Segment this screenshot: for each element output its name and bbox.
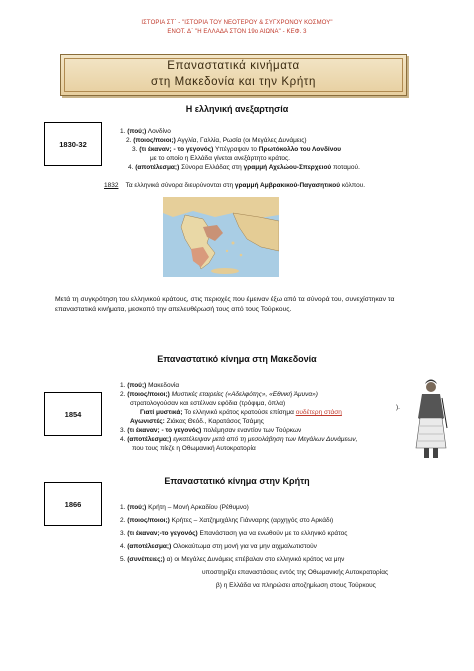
list-item: [126, 137, 307, 145]
year-box: 1866: [44, 482, 102, 526]
item-strong: Πρωτόκολλο του Λονδίνου: [258, 146, 342, 153]
item-text: Το ελληνικό κράτος κρατούσε επίσημα: [182, 409, 296, 416]
note-strong: γραμμή Αμβρακικού-Παγασητικού: [234, 182, 341, 189]
banner-title-line1: Επαναστατικά κινήματα: [167, 60, 300, 72]
header-unit-line: ΕΝΟΤ. Δ΄ "Η ΕΛΛΑΔΑ ΣΤΟΝ 19ο ΑΙΩΝΑ" - ΚΕΦ. 3: [167, 29, 307, 35]
item-text: Σύνορα Ελλάδας στη: [179, 164, 244, 171]
item-number: 4.: [120, 436, 126, 443]
list-item: [120, 436, 357, 444]
item-label: (τι έκαναν;-το γεγονός): [127, 530, 198, 537]
section-macedonia-title: Επαναστατικό κίνημα στη Μακεδονία: [157, 354, 317, 364]
item-label: (αποτέλεσμα;): [127, 543, 172, 550]
list-item: [120, 504, 249, 512]
item-label: (ποιος/ποιοι;): [133, 137, 176, 144]
header-course-line: ΙΣΤΟΡΙΑ ΣΤ΄ - "ΙΣΤΟΡΙΑ ΤΟΥ ΝΕΟΤΕΡΟΥ & ΣΥΓΧΡΟΝΟΥ ΚΟΣΜΟΥ": [141, 20, 333, 26]
item-number: 1.: [120, 504, 126, 511]
closing-paren: ).: [396, 404, 400, 411]
list-item: [132, 146, 341, 154]
note-year: 1832: [104, 182, 119, 189]
list-item: [120, 517, 333, 525]
item-text: α) οι Μεγάλες Δυνάμεις επέβαλαν στο ελληνικό κράτος να μην: [164, 556, 345, 563]
item-text: Ολοκαύτωμα στη μονή για να μην αιχμαλωτιστούν: [171, 543, 317, 550]
list-item: [130, 400, 285, 408]
note-text: Τα ελληνικά σύνορα διευρύνονται στη: [125, 182, 235, 189]
year-box: 1854: [44, 392, 102, 436]
list-item: [120, 427, 301, 435]
item-number: 4.: [120, 543, 126, 550]
section-independence-title: Η ελληνική ανεξαρτησία: [185, 104, 289, 114]
list-item: [120, 382, 179, 390]
item-label: (τι έκαναν; - το γεγονός): [139, 146, 214, 153]
item-label: Αγωνιστές:: [130, 418, 165, 425]
item-number: 3.: [120, 530, 126, 537]
item-underlined: ουδέτερη στάση: [295, 409, 342, 416]
item-text: Κρήτη – Μονή Αρκαδίου (Ρέθυμνο): [146, 504, 249, 511]
list-item: [140, 409, 342, 417]
item-text: πολέμησαν εναντίον των Τούρκων: [201, 427, 302, 434]
item-number: 1.: [120, 382, 126, 389]
item-label: (πού;): [127, 504, 147, 511]
list-item: [132, 445, 256, 453]
fighter-portrait-image: [414, 378, 448, 460]
list-item-continuation: υποστηρίζει επαναστάσεις εντός της Οθωμανικής Αυτοκρατορίας: [202, 569, 389, 576]
item-text: εγκατέλειψαν μετά από τη μεσολάβηση των Μεγάλων Δυνάμεων,: [171, 436, 358, 443]
item-number: 3.: [132, 146, 138, 153]
item-text: Μυστικές εταιρείες («Αδελφότης», «Εθνική Άμυνα»): [169, 391, 318, 398]
item-label: (συνέπειες;): [127, 556, 165, 563]
item-text: Ζιάκας Θεόδ., Καρατάσος Τσάμης: [164, 418, 264, 425]
title-banner: [60, 54, 407, 96]
item-number: 5.: [120, 556, 126, 563]
item-number: 3.: [120, 427, 126, 434]
list-item: [150, 155, 290, 163]
item-label: (ποιος/ποιοι;): [127, 517, 170, 524]
item-label: (ποιος/ποιοι;): [127, 391, 170, 398]
item-text: Λονδίνο: [146, 128, 171, 135]
greece-map-image: [163, 197, 279, 277]
item-text: Επανάσταση για να ενωθούν με το ελληνικό κράτος: [197, 530, 348, 537]
list-item: [120, 530, 347, 538]
list-item-continuation: β) η Ελλάδα να πληρώσει αποζημίωση στους Τούρκους: [216, 582, 376, 589]
year-box: 1830-32: [44, 122, 102, 166]
list-item: [120, 391, 318, 399]
item-label: (αποτέλεσμα;): [127, 436, 172, 443]
note-tail: κόλπου.: [340, 182, 366, 189]
item-text: στρατολογούσαν και εστέλναν εφόδια (τρόφιμα, όπλα): [130, 400, 286, 407]
item-text: που τους πίεζε η Οθωμανική Αυτοκρατορία: [132, 445, 256, 452]
list-item: [128, 164, 360, 172]
list-item: [120, 128, 171, 136]
item-number: 4.: [128, 164, 134, 171]
item-tail: ποταμού.: [331, 164, 360, 171]
item-strong: γραμμή Αχελώου-Σπερχειού: [243, 164, 332, 171]
item-number: 2.: [120, 391, 126, 398]
list-item: [120, 543, 317, 551]
list-item: [120, 556, 344, 564]
item-label: (τι έκαναν; - το γεγονός): [127, 427, 202, 434]
item-label: (πού;): [127, 128, 147, 135]
item-label: (αποτέλεσμα;): [135, 164, 180, 171]
item-number: 2.: [126, 137, 132, 144]
item-text: Αγγλία, Γαλλία, Ρωσία (οι Μεγάλες Δυνάμεις): [175, 137, 307, 144]
item-text: με το οποίο η Ελλάδα γίνεται ανεξάρτητο κράτος.: [150, 155, 290, 162]
list-item: [130, 418, 264, 426]
item-text: Υπέγραψαν το: [213, 146, 259, 153]
banner-title-line2: στη Μακεδονία και την Κρήτη: [151, 76, 316, 88]
item-text: Κρήτες – Χατζημιχάλης Γιάνναρης (αρχηγός στο Αρκάδι): [169, 517, 334, 524]
intro-paragraph: Μετά τη συγκρότηση του ελληνικού κράτους, στις περιοχές που έμειναν έξω από τα σύνορά του, συνεχίστηκαν τα επαναστατικά κινήματα, μεσκοπό την απελευθέρωσή τους από τους Τούρκους.: [55, 296, 395, 313]
item-number: 1.: [120, 128, 126, 135]
item-label: Γιατί μυστικά;: [140, 409, 183, 416]
borders-note: [104, 182, 365, 190]
item-number: 2.: [120, 517, 126, 524]
item-label: (πού;): [127, 382, 147, 389]
section-crete-title: Επαναστατικό κίνημα στην Κρήτη: [164, 476, 310, 486]
item-text: Μακεδονία: [146, 382, 180, 389]
